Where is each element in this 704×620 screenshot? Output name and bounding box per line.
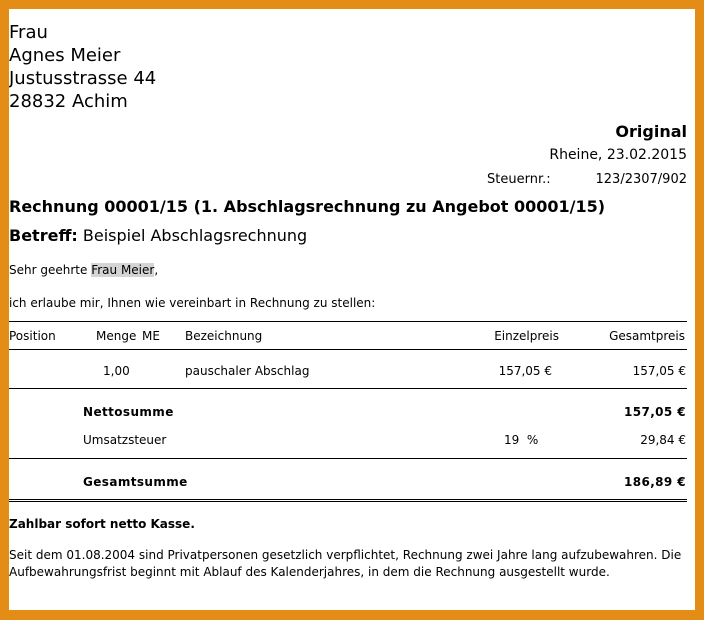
row-menge: 1,00 <box>103 364 130 378</box>
header-rule <box>9 349 687 350</box>
header-gesamtpreis: Gesamtpreis <box>609 329 685 343</box>
greeting-prefix: Sehr geehrte <box>9 263 88 277</box>
row-einzelpreis: 157,05 € <box>498 364 552 378</box>
total-label: Gesamtsumme <box>83 475 188 489</box>
netto-label: Nettosumme <box>83 405 174 419</box>
invoice-title: Rechnung 00001/15 (1. Abschlagsrechnung zu Angebot 00001/15) <box>9 197 606 216</box>
place-date: Rheine, 23.02.2015 <box>549 147 687 163</box>
items-rule <box>9 388 687 389</box>
netto-value: 157,05 € <box>623 405 686 419</box>
payment-terms: Zahlbar sofort netto Kasse. <box>9 517 195 531</box>
recipient-street: Justusstrasse 44 <box>9 68 157 89</box>
row-bezeichnung: pauschaler Abschlag <box>185 364 310 378</box>
recipient-city: 28832 Achim <box>9 91 128 112</box>
row-gesamtpreis: 157,05 € <box>632 364 686 378</box>
subject-line <box>9 226 307 245</box>
recipient-name: Agnes Meier <box>9 45 121 66</box>
header-bezeichnung: Bezeichnung <box>185 329 263 343</box>
recipient-address <box>9 21 156 113</box>
header-einzelpreis: Einzelpreis <box>494 329 559 343</box>
tax-rate: 19 % <box>504 433 539 447</box>
header-menge: Menge <box>96 329 137 343</box>
tax-number-label: Steuernr.: <box>487 172 551 187</box>
greeting-name: Frau Meier <box>91 263 155 277</box>
recipient-salutation: Frau <box>9 22 48 43</box>
invoice-page <box>9 9 695 610</box>
intro-text: ich erlaube mir, Ihnen wie vereinbart in Rechnung zu stellen: <box>9 296 376 310</box>
greeting <box>9 263 158 277</box>
retention-notice: Seit dem 01.08.2004 sind Privatpersonen gesetzlich verpflichtet, Rechnung zwei Jahre lang aufzubewahren. Die Aufbewahrungsfrist beginnt mit Ablauf des Kalenderjahres, in dem die Rechnung ausgestellt wurde. <box>9 548 682 579</box>
copy-label: Original <box>615 122 687 141</box>
total-value: 186,89 € <box>623 475 686 489</box>
header-position: Position <box>9 329 56 343</box>
tax-value: 29,84 € <box>640 433 686 447</box>
greeting-suffix: , <box>154 263 159 277</box>
subject-label: Betreff: <box>9 226 78 245</box>
total-double-rule <box>9 499 687 502</box>
tax-number-value: 123/2307/902 <box>595 172 687 187</box>
subtotal-rule <box>9 458 687 459</box>
tax-label: Umsatzsteuer <box>83 433 167 447</box>
subject-text: Beispiel Abschlagsrechnung <box>82 226 308 245</box>
table-top-rule <box>9 321 687 322</box>
header-me: ME <box>142 329 160 343</box>
